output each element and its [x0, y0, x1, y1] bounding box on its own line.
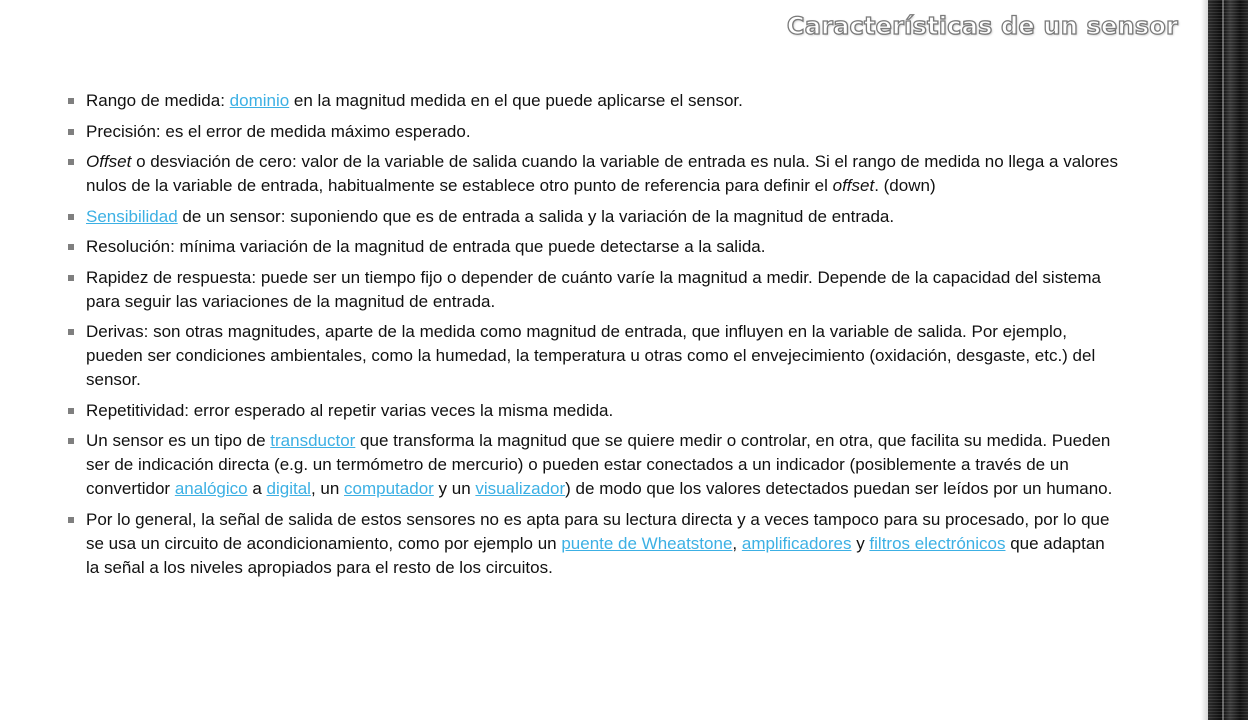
bullet-item — [66, 266, 1118, 314]
text-segment: ) de modo que los valores detectados puedan ser leídos por un humano. — [565, 479, 1113, 498]
text-segment: Un sensor es un tipo de — [86, 431, 271, 450]
bullet-list — [66, 89, 1118, 580]
square-bullet-icon — [68, 438, 74, 444]
text-segment: que adaptan la señal a los niveles apropiados para el resto de los circuitos. — [86, 533, 1105, 577]
square-bullet-icon — [68, 129, 74, 135]
text-segment: de un sensor: suponiendo que es de entrada a salida y la variación de la magnitud de entrada. — [177, 206, 895, 226]
square-bullet-icon — [68, 159, 74, 165]
text-segment: en la magnitud medida en el que puede aplicarse el sensor. — [289, 91, 743, 110]
text-segment: , — [732, 533, 742, 553]
hyperlink[interactable]: analógico — [174, 479, 248, 498]
bullet-item — [66, 120, 1118, 144]
hyperlink[interactable]: filtros electrónicos — [869, 533, 1006, 553]
text-segment: y un — [433, 479, 476, 498]
slide-title: Características de un sensor — [786, 12, 1178, 40]
text-segment: y — [851, 533, 870, 553]
bullet-item — [66, 235, 1118, 259]
text-segment: o desviación de cero: valor de la variable de salida cuando la variable de entrada es nula. Si el rango de medida no llega a valores nulos de la variable de entrada, habitualmente se establece otro punto de referencia para definir el — [86, 152, 1118, 195]
text-segment: Derivas: son otras magnitudes, aparte de la medida como magnitud de entrada, que influyen en la variable de salida. Por ejemplo, pueden ser condiciones ambientales, como la humedad, la temperatura u otras como el envejecimiento (oxidación, desgaste, etc.) del sensor. — [86, 322, 1096, 389]
italic-text: Offset — [86, 152, 132, 171]
bullet-item — [66, 89, 1118, 113]
square-bullet-icon — [68, 275, 74, 281]
text-segment: . (down) — [874, 176, 936, 195]
hyperlink[interactable]: visualizador — [475, 479, 566, 498]
hyperlink[interactable]: amplificadores — [741, 533, 852, 553]
text-segment: Resolución: mínima variación de la magnitud de entrada que puede detectarse a la salida. — [86, 237, 766, 256]
hyperlink[interactable]: transductor — [270, 431, 356, 450]
text-segment: Por lo general, la señal de salida de estos sensores no es apta para su lectura directa y a veces tampoco para su procesado, por lo que se usa un circuito de acondicionamiento, como por ejemplo un — [86, 509, 1110, 553]
text-segment: Precisión: es el error de medida máximo esperado. — [86, 121, 471, 141]
text-segment: a — [247, 479, 267, 498]
square-bullet-icon — [68, 329, 74, 335]
sidebar-highlight — [1222, 0, 1224, 720]
hyperlink[interactable]: dominio — [229, 91, 290, 110]
bullet-item — [66, 399, 1118, 423]
slide-content — [66, 89, 1118, 586]
text-segment: que transforma la magnitud que se quiere medir o controlar, en otra, que facilita su medida. Pueden ser de indicación directa (e.g. un termómetro de mercurio) o pueden estar conectados a un indicador (posiblemente a través de un convertidor — [86, 431, 1111, 498]
hyperlink[interactable]: puente de Wheatstone — [561, 533, 733, 553]
bullet-item — [66, 320, 1118, 392]
text-segment: , un — [310, 479, 345, 498]
bullet-item — [66, 150, 1118, 198]
italic-text: offset — [832, 176, 875, 195]
text-segment: Rapidez de respuesta: puede ser un tiempo fijo o depender de cuánto varíe la magnitud a medir. Depende de la capacidad del sistema para seguir las variaciones de la magnitud de entrada. — [86, 267, 1101, 311]
square-bullet-icon — [68, 408, 74, 414]
hyperlink[interactable]: Sensibilidad — [86, 206, 178, 226]
square-bullet-icon — [68, 98, 74, 104]
hyperlink[interactable]: computador — [344, 479, 434, 498]
square-bullet-icon — [68, 517, 74, 523]
square-bullet-icon — [68, 244, 74, 250]
text-segment: Repetitividad: error esperado al repetir varias veces la misma medida. — [86, 400, 614, 420]
decorative-sidebar — [1208, 0, 1248, 720]
bullet-item — [66, 508, 1118, 580]
square-bullet-icon — [68, 214, 74, 220]
sidebar-edge — [1201, 0, 1208, 720]
bullet-item — [66, 429, 1118, 501]
bullet-item — [66, 205, 1118, 229]
text-segment: Rango de medida: — [86, 91, 230, 110]
hyperlink[interactable]: digital — [266, 479, 311, 498]
